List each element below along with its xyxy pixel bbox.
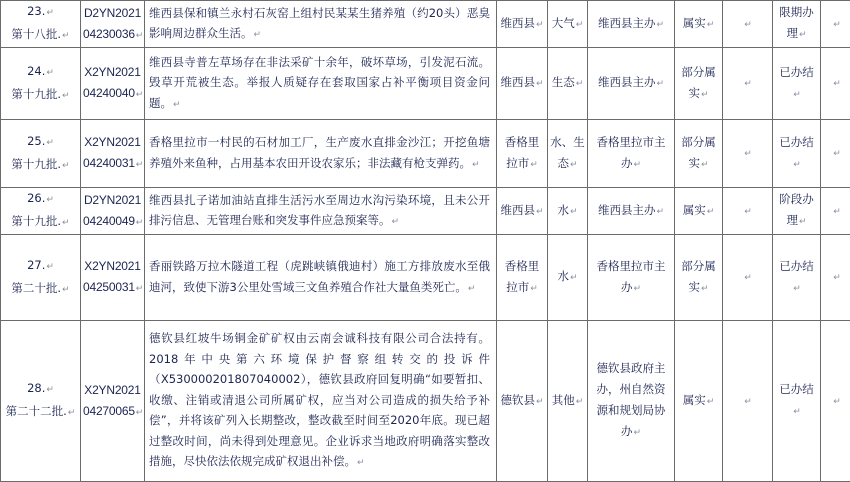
- description-cell: 维西县保和镇兰永村石灰窑上组村民某某生猪养殖（约20头）恶臭影响周边群众生活。↵: [145, 1, 497, 48]
- empty-cell: [821, 235, 850, 321]
- region-cell: 维西县↵: [497, 188, 548, 235]
- status-cell: 阶段办理↵: [773, 188, 821, 235]
- paragraph-mark-icon: ↵: [46, 262, 54, 272]
- table-row: [1, 48, 850, 120]
- description-cell: 德钦县红坡牛场铜金矿矿权由云南会诚科技有限公司合法持有。2018年中央第六环境保护督察组转交的投诉件（X530000201807040002），德钦县政府回复明确“如要暂扣、收缴、注销或清退公司所属矿权，应当对公司造成的损失给予补偿”，并将该矿列入长期整改，整改截至时间至2020年底。现已超过整改时间，尚未得到处理意见。企业诉求当地政府明确落实整改措施，尽快依法依规完成矿权退出补偿。↵: [145, 321, 497, 482]
- verification-cell: 属实↵: [675, 188, 723, 235]
- empty-cell: [821, 120, 850, 188]
- paragraph-mark-icon: ↵: [793, 284, 801, 294]
- paragraph-mark-icon: ↵: [707, 207, 715, 217]
- batch-cell: 27.↵ 第二十批.↵: [1, 235, 81, 321]
- paragraph-mark-icon: ↵: [357, 458, 365, 468]
- description-cell: 香丽铁路万拉木隧道工程（虎跳峡镇俄迪村）施工方排放废水至俄迪河，致使下游3公里处雪域三文鱼养殖合作社大量鱼类死亡。↵: [145, 235, 497, 321]
- empty-cell: [723, 188, 773, 235]
- region-cell: 德钦县↵: [497, 321, 548, 482]
- empty-cell: [723, 120, 773, 188]
- paragraph-mark-icon: ↵: [68, 408, 76, 418]
- category-cell: 生态↵: [548, 48, 588, 120]
- paragraph-mark-icon: ↵: [744, 273, 752, 283]
- empty-cell: [821, 48, 850, 120]
- paragraph-mark-icon: ↵: [744, 79, 752, 89]
- paragraph-mark-icon: ↵: [701, 160, 709, 170]
- status-cell: 已办结↵: [773, 48, 821, 120]
- paragraph-mark-icon: ↵: [46, 195, 54, 205]
- paragraph-mark-icon: ↵: [136, 30, 143, 40]
- case-id-cell: X2YN2021 04240031↵: [81, 120, 145, 188]
- paragraph-mark-icon: ↵: [570, 160, 578, 170]
- empty-cell: [821, 321, 850, 482]
- paragraph-mark-icon: ↵: [46, 8, 54, 18]
- responsible-unit-cell: 维西县主办↵: [588, 48, 675, 120]
- case-id-cell: D2YN2021 04240049↵: [81, 188, 145, 235]
- paragraph-mark-icon: ↵: [701, 284, 709, 294]
- paragraph-mark-icon: ↵: [833, 397, 841, 407]
- paragraph-mark-icon: ↵: [576, 20, 584, 30]
- region-cell: 香格里拉市↵: [497, 235, 548, 321]
- paragraph-mark-icon: ↵: [46, 385, 54, 395]
- paragraph-mark-icon: ↵: [793, 407, 801, 417]
- region-cell: 香格里拉市↵: [497, 120, 548, 188]
- description-cell: 香格里拉市一村民的石材加工厂，生产废水直排金沙江；开挖鱼塘养殖外来鱼种，占用基本农田开设农家乐；非法藏有枪支弹药。↵: [145, 120, 497, 188]
- paragraph-mark-icon: ↵: [46, 68, 54, 78]
- paragraph-mark-icon: ↵: [46, 138, 54, 148]
- verification-cell: 属实↵: [675, 1, 723, 48]
- category-cell: 其他↵: [548, 321, 588, 482]
- paragraph-mark-icon: ↵: [701, 90, 709, 100]
- responsible-unit-cell: 维西县主办↵: [588, 188, 675, 235]
- paragraph-mark-icon: ↵: [62, 285, 70, 295]
- table-row: [1, 321, 850, 482]
- category-cell: 水、生态↵: [548, 120, 588, 188]
- paragraph-mark-icon: ↵: [570, 207, 578, 217]
- paragraph-mark-icon: ↵: [633, 428, 641, 438]
- case-id-cell: D2YN2021 04230036↵: [81, 1, 145, 48]
- verification-cell: 部分属实↵: [675, 120, 723, 188]
- table-row: [1, 120, 850, 188]
- empty-cell: [821, 188, 850, 235]
- table-row: [1, 235, 850, 321]
- paragraph-mark-icon: ↵: [576, 397, 584, 407]
- case-id-cell: X2YN2021 04240040↵: [81, 48, 145, 120]
- paragraph-mark-icon: ↵: [468, 284, 476, 294]
- paragraph-mark-icon: ↵: [136, 217, 143, 227]
- paragraph-mark-icon: ↵: [472, 160, 480, 170]
- paragraph-mark-icon: ↵: [62, 91, 70, 101]
- paragraph-mark-icon: ↵: [392, 217, 400, 227]
- paragraph-mark-icon: ↵: [576, 79, 584, 89]
- region-cell: 维西县↵: [497, 1, 548, 48]
- paragraph-mark-icon: ↵: [62, 161, 70, 171]
- table-row: [1, 188, 850, 235]
- batch-cell: 28.↵ 第二十二批.↵: [1, 321, 81, 482]
- paragraph-mark-icon: ↵: [536, 20, 544, 30]
- paragraph-mark-icon: ↵: [62, 218, 70, 228]
- status-cell: 已办结↵: [773, 235, 821, 321]
- verification-cell: 部分属实↵: [675, 235, 723, 321]
- paragraph-mark-icon: ↵: [536, 397, 544, 407]
- paragraph-mark-icon: ↵: [744, 149, 752, 159]
- responsible-unit-cell: 香格里拉市主办↵: [588, 120, 675, 188]
- paragraph-mark-icon: ↵: [173, 100, 181, 110]
- empty-cell: [723, 235, 773, 321]
- paragraph-mark-icon: ↵: [536, 207, 544, 217]
- paragraph-mark-icon: ↵: [833, 20, 841, 30]
- region-cell: 维西县↵: [497, 48, 548, 120]
- responsible-unit-cell: 香格里拉市主办↵: [588, 235, 675, 321]
- paragraph-mark-icon: ↵: [530, 160, 538, 170]
- paragraph-mark-icon: ↵: [136, 407, 143, 417]
- paragraph-mark-icon: ↵: [744, 207, 752, 217]
- paragraph-mark-icon: ↵: [833, 79, 841, 89]
- case-id-cell: X2YN2021 04270065↵: [81, 321, 145, 482]
- paragraph-mark-icon: ↵: [707, 397, 715, 407]
- paragraph-mark-icon: ↵: [833, 149, 841, 159]
- paragraph-mark-icon: ↵: [536, 79, 544, 89]
- description-cell: 维西县寺普左草场存在非法采矿十余年，破坏草场，引发泥石流。毁草开荒被生态。举报人质疑存在套取国家占补平衡项目资金问题。↵: [145, 48, 497, 120]
- empty-cell: [723, 1, 773, 48]
- category-cell: 水↵: [548, 235, 588, 321]
- paragraph-mark-icon: ↵: [833, 207, 841, 217]
- paragraph-mark-icon: ↵: [62, 31, 70, 41]
- paragraph-mark-icon: ↵: [656, 79, 664, 89]
- paragraph-mark-icon: ↵: [656, 207, 664, 217]
- paragraph-mark-icon: ↵: [570, 273, 578, 283]
- paragraph-mark-icon: ↵: [633, 284, 641, 294]
- paragraph-mark-icon: ↵: [833, 273, 841, 283]
- status-cell: 已办结↵: [773, 120, 821, 188]
- empty-cell: [821, 1, 850, 48]
- batch-cell: 26.↵ 第十九批.↵: [1, 188, 81, 235]
- category-cell: 水↵: [548, 188, 588, 235]
- batch-cell: 23.↵ 第十八批.↵: [1, 1, 81, 48]
- empty-cell: [723, 321, 773, 482]
- paragraph-mark-icon: ↵: [799, 217, 807, 227]
- paragraph-mark-icon: ↵: [633, 160, 641, 170]
- status-cell: 已办结↵: [773, 321, 821, 482]
- responsible-unit-cell: 维西县主办↵: [588, 1, 675, 48]
- verification-cell: 属实↵: [675, 321, 723, 482]
- empty-cell: [723, 48, 773, 120]
- batch-cell: 24.↵ 第十九批.↵: [1, 48, 81, 120]
- batch-cell: 25.↵ 第十九批.↵: [1, 120, 81, 188]
- category-cell: 大气↵: [548, 1, 588, 48]
- verification-cell: 部分属实↵: [675, 48, 723, 120]
- description-cell: 维西县扎子诺加油站直排生活污水至周边水沟污染环境，且未公开排污信息、无管理台账和突发事件应急预案等。↵: [145, 188, 497, 235]
- table-row: [1, 1, 850, 48]
- case-id-cell: X2YN2021 04250031↵: [81, 235, 145, 321]
- status-cell: 限期办理↵: [773, 1, 821, 48]
- paragraph-mark-icon: ↵: [707, 20, 715, 30]
- responsible-unit-cell: 德钦县政府主办，州自然资源和规划局协办↵: [588, 321, 675, 482]
- paragraph-mark-icon: ↵: [744, 397, 752, 407]
- paragraph-mark-icon: ↵: [530, 284, 538, 294]
- paragraph-mark-icon: ↵: [799, 30, 807, 40]
- paragraph-mark-icon: ↵: [254, 30, 262, 40]
- paragraph-mark-icon: ↵: [656, 20, 664, 30]
- paragraph-mark-icon: ↵: [793, 90, 801, 100]
- paragraph-mark-icon: ↵: [136, 283, 143, 293]
- paragraph-mark-icon: ↵: [136, 159, 143, 169]
- paragraph-mark-icon: ↵: [136, 89, 143, 99]
- paragraph-mark-icon: ↵: [744, 20, 752, 30]
- paragraph-mark-icon: ↵: [793, 160, 801, 170]
